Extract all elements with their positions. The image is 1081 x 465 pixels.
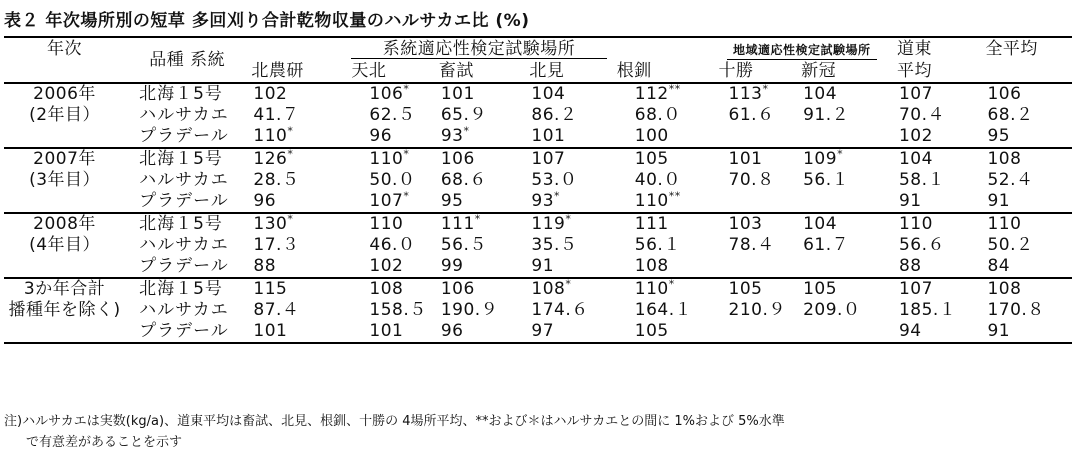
header-site: 新冠 bbox=[801, 61, 837, 81]
table-row bbox=[4, 278, 1072, 300]
value-cell bbox=[615, 126, 709, 148]
header-site: 畜試 bbox=[438, 61, 474, 81]
value-text: 109 bbox=[803, 149, 838, 169]
cultivar-cell: 北海１5号 bbox=[139, 84, 223, 104]
value-text: 68.６ bbox=[440, 170, 487, 190]
value-cell bbox=[799, 126, 895, 148]
value-text: 105 bbox=[634, 321, 669, 341]
table-row bbox=[4, 170, 1072, 191]
value-text: 113 bbox=[728, 84, 763, 104]
value-text: 174.６ bbox=[531, 300, 589, 320]
value-cell bbox=[709, 170, 800, 191]
header-site: 十勝 bbox=[718, 61, 754, 81]
value-text: 108 bbox=[634, 256, 669, 276]
table-row bbox=[4, 321, 1072, 343]
value-text: 209.０ bbox=[803, 300, 861, 320]
value-cell bbox=[799, 148, 895, 170]
value-cell bbox=[615, 235, 709, 256]
value-text: 111 bbox=[440, 214, 475, 234]
value-cell bbox=[249, 83, 349, 105]
cultivar-cell: プラデール bbox=[139, 256, 229, 276]
year-block bbox=[4, 213, 1072, 278]
value-cell bbox=[709, 256, 800, 278]
value-cell bbox=[983, 300, 1072, 321]
significance-mark: * bbox=[668, 277, 675, 291]
header-doto-avg-1: 道東 bbox=[896, 39, 932, 59]
value-cell bbox=[249, 278, 349, 300]
value-text: 17.３ bbox=[253, 235, 300, 255]
value-cell bbox=[895, 256, 983, 278]
value-cell bbox=[249, 321, 349, 343]
table-row bbox=[4, 83, 1072, 105]
significance-mark: * bbox=[837, 147, 844, 161]
value-text: 93 bbox=[531, 191, 555, 211]
value-cell bbox=[615, 213, 709, 235]
value-text: 108 bbox=[987, 279, 1022, 299]
value-text: 95 bbox=[440, 191, 464, 211]
table-row bbox=[4, 256, 1072, 278]
value-cell bbox=[895, 126, 983, 148]
value-cell bbox=[349, 105, 436, 126]
year-block bbox=[4, 148, 1072, 213]
value-text: 102 bbox=[253, 84, 288, 104]
significance-mark: * bbox=[762, 82, 769, 96]
value-text: 101 bbox=[440, 84, 475, 104]
value-text: 52.４ bbox=[987, 170, 1034, 190]
value-cell bbox=[249, 170, 349, 191]
year-cell bbox=[4, 191, 125, 213]
value-text: 61.６ bbox=[728, 105, 775, 125]
value-text: 108 bbox=[369, 279, 404, 299]
value-cell bbox=[349, 213, 436, 235]
cultivar-cell: 北海１5号 bbox=[139, 149, 223, 169]
value-cell bbox=[527, 235, 614, 256]
value-text: 96 bbox=[369, 126, 393, 146]
cultivar-cell: ハルサカエ bbox=[139, 170, 229, 190]
value-cell bbox=[615, 105, 709, 126]
value-text: 158.５ bbox=[369, 300, 427, 320]
value-cell bbox=[615, 83, 709, 105]
value-cell bbox=[895, 191, 983, 213]
value-text: 96 bbox=[440, 321, 464, 341]
value-cell bbox=[437, 256, 528, 278]
value-cell bbox=[349, 170, 436, 191]
value-cell bbox=[983, 126, 1072, 148]
value-text: 102 bbox=[369, 256, 404, 276]
system-group-label: 系統適応性検定試験場所 bbox=[351, 40, 608, 59]
value-cell bbox=[799, 256, 895, 278]
significance-mark: * bbox=[287, 147, 294, 161]
value-text: 101 bbox=[531, 126, 566, 146]
value-text: 106 bbox=[369, 84, 404, 104]
significance-mark: * bbox=[403, 82, 410, 96]
cultivar-cell: プラデール bbox=[139, 126, 229, 146]
table-row bbox=[4, 148, 1072, 170]
value-cell bbox=[709, 321, 800, 343]
year-cell bbox=[4, 321, 125, 343]
value-text: 35.５ bbox=[531, 235, 578, 255]
value-text: 50.２ bbox=[987, 235, 1034, 255]
value-text: 56.６ bbox=[898, 235, 946, 255]
header-year-blank bbox=[4, 60, 125, 83]
value-cell bbox=[983, 321, 1072, 343]
value-text: 108 bbox=[531, 279, 566, 299]
value-text: 104 bbox=[531, 84, 566, 104]
header-system-group bbox=[249, 37, 708, 60]
value-cell bbox=[983, 148, 1072, 170]
value-text: 68.２ bbox=[987, 105, 1034, 125]
header-region-group bbox=[709, 37, 895, 60]
value-text: 53.０ bbox=[531, 170, 578, 190]
value-cell bbox=[709, 83, 800, 105]
value-cell bbox=[709, 300, 800, 321]
value-text: 62.５ bbox=[369, 105, 416, 125]
value-cell bbox=[983, 213, 1072, 235]
footnote-line-2: で有意差があることを示す bbox=[26, 435, 183, 450]
year-cell bbox=[4, 256, 125, 278]
value-text: 107 bbox=[531, 149, 566, 169]
value-cell bbox=[799, 170, 895, 191]
value-text: 40.０ bbox=[634, 170, 681, 190]
value-text: 101 bbox=[728, 149, 763, 169]
value-text: 104 bbox=[803, 214, 838, 234]
value-cell bbox=[349, 148, 436, 170]
value-cell bbox=[527, 213, 614, 235]
year-cell: (4年目） bbox=[29, 235, 101, 255]
value-cell bbox=[437, 83, 528, 105]
value-text: 91 bbox=[531, 256, 555, 276]
value-text: 105 bbox=[803, 279, 838, 299]
value-cell bbox=[527, 256, 614, 278]
value-cell bbox=[349, 191, 436, 213]
value-text: 105 bbox=[634, 149, 669, 169]
value-cell bbox=[799, 191, 895, 213]
table-row bbox=[4, 191, 1072, 213]
value-text: 104 bbox=[803, 84, 838, 104]
value-cell bbox=[895, 300, 983, 321]
value-cell bbox=[983, 191, 1072, 213]
value-text: 164.１ bbox=[634, 300, 693, 320]
value-text: 65.９ bbox=[440, 105, 487, 125]
value-cell bbox=[437, 126, 528, 148]
value-cell bbox=[799, 278, 895, 300]
value-cell bbox=[527, 278, 614, 300]
value-cell bbox=[249, 300, 349, 321]
value-text: 110 bbox=[634, 191, 669, 211]
table-row bbox=[4, 300, 1072, 321]
value-text: 46.０ bbox=[369, 235, 416, 255]
value-cell bbox=[895, 148, 983, 170]
value-text: 94 bbox=[898, 321, 922, 341]
value-cell bbox=[709, 105, 800, 126]
value-text: 91 bbox=[987, 321, 1011, 341]
value-text: 91 bbox=[898, 191, 922, 211]
value-cell bbox=[349, 256, 436, 278]
value-text: 115 bbox=[253, 279, 288, 299]
value-text: 101 bbox=[253, 321, 288, 341]
value-text: 87.４ bbox=[253, 300, 300, 320]
value-cell bbox=[895, 105, 983, 126]
value-text: 96 bbox=[253, 191, 277, 211]
header-row-1 bbox=[4, 37, 1072, 60]
value-text: 108 bbox=[987, 149, 1022, 169]
value-text: 100 bbox=[634, 126, 669, 146]
value-cell bbox=[249, 235, 349, 256]
significance-mark: * bbox=[287, 124, 294, 138]
value-cell bbox=[437, 235, 528, 256]
value-cell bbox=[349, 321, 436, 343]
table-title: 表２ 年次場所別の短草 多回刈り合計乾物収量のハルサカエ比 (%) bbox=[4, 11, 530, 31]
cultivar-cell: プラデール bbox=[139, 321, 229, 341]
value-cell bbox=[615, 170, 709, 191]
value-text: 88 bbox=[898, 256, 922, 276]
value-cell bbox=[437, 170, 528, 191]
value-text: 70.４ bbox=[898, 105, 946, 125]
cultivar-cell: ハルサカエ bbox=[139, 235, 229, 255]
value-text: 58.１ bbox=[898, 170, 946, 190]
value-cell bbox=[895, 83, 983, 105]
footnote bbox=[4, 411, 785, 453]
cultivar-cell: ハルサカエ bbox=[139, 105, 229, 125]
year-cell bbox=[4, 126, 125, 148]
value-cell bbox=[249, 213, 349, 235]
header-site: 北見 bbox=[529, 61, 565, 81]
value-cell bbox=[349, 278, 436, 300]
value-cell bbox=[895, 213, 983, 235]
header-site: 北農研 bbox=[251, 61, 304, 81]
value-text: 104 bbox=[898, 149, 933, 169]
cultivar-cell: プラデール bbox=[139, 191, 229, 211]
value-text: 107 bbox=[898, 279, 933, 299]
value-text: 102 bbox=[898, 126, 933, 146]
significance-mark: * bbox=[565, 277, 572, 291]
value-cell bbox=[983, 256, 1072, 278]
value-text: 101 bbox=[369, 321, 404, 341]
value-cell bbox=[983, 235, 1072, 256]
value-text: 185.１ bbox=[898, 300, 957, 320]
value-text: 78.４ bbox=[728, 235, 775, 255]
year-block bbox=[4, 83, 1072, 148]
value-cell bbox=[437, 191, 528, 213]
value-cell bbox=[799, 321, 895, 343]
value-cell bbox=[709, 191, 800, 213]
value-cell bbox=[437, 213, 528, 235]
value-text: 56.５ bbox=[440, 235, 487, 255]
value-cell bbox=[615, 278, 709, 300]
value-cell bbox=[709, 213, 800, 235]
value-text: 56.１ bbox=[634, 235, 681, 255]
value-cell bbox=[709, 126, 800, 148]
value-text: 106 bbox=[440, 149, 475, 169]
significance-mark: * bbox=[403, 147, 410, 161]
header-doto-avg-2: 平均 bbox=[896, 61, 932, 81]
value-cell bbox=[983, 105, 1072, 126]
value-text: 97 bbox=[531, 321, 555, 341]
value-cell bbox=[799, 213, 895, 235]
significance-mark: * bbox=[403, 189, 410, 203]
value-cell bbox=[527, 126, 614, 148]
value-text: 91 bbox=[987, 191, 1011, 211]
value-cell bbox=[527, 191, 614, 213]
value-text: 110 bbox=[369, 149, 404, 169]
value-cell bbox=[615, 256, 709, 278]
value-cell bbox=[983, 278, 1072, 300]
value-text: 210.９ bbox=[728, 300, 786, 320]
value-text: 91.２ bbox=[803, 105, 850, 125]
value-text: 110 bbox=[369, 214, 404, 234]
value-cell bbox=[527, 148, 614, 170]
value-cell bbox=[349, 126, 436, 148]
value-cell bbox=[437, 321, 528, 343]
value-cell bbox=[895, 278, 983, 300]
value-cell bbox=[615, 148, 709, 170]
table-row bbox=[4, 213, 1072, 235]
value-cell bbox=[895, 235, 983, 256]
value-cell bbox=[799, 235, 895, 256]
value-text: 88 bbox=[253, 256, 277, 276]
header-year: 年次 bbox=[47, 39, 83, 59]
year-cell: 3か年合計 bbox=[23, 279, 106, 299]
value-text: 84 bbox=[987, 256, 1011, 276]
value-cell bbox=[527, 300, 614, 321]
table-row bbox=[4, 235, 1072, 256]
value-text: 41.７ bbox=[253, 105, 300, 125]
footnote-line-1: 注)ハルサカエは実数(kg/a)、道東平均は畜試、北見、根釧、十勝の 4場所平均、**および＊はハルサカエとの間に 1%および 5%水準 bbox=[4, 414, 785, 429]
value-cell bbox=[437, 300, 528, 321]
value-text: 130 bbox=[253, 214, 288, 234]
value-cell bbox=[249, 126, 349, 148]
value-cell bbox=[615, 321, 709, 343]
value-cell bbox=[249, 105, 349, 126]
value-cell bbox=[895, 321, 983, 343]
cultivar-cell: ハルサカエ bbox=[139, 300, 229, 320]
yield-ratio-table bbox=[4, 36, 1072, 344]
value-cell bbox=[799, 300, 895, 321]
value-text: 99 bbox=[440, 256, 464, 276]
significance-mark: * bbox=[565, 212, 572, 226]
value-cell bbox=[349, 235, 436, 256]
value-cell bbox=[249, 148, 349, 170]
value-text: 110 bbox=[253, 126, 288, 146]
year-cell: (3年目） bbox=[29, 170, 101, 190]
value-text: 50.０ bbox=[369, 170, 416, 190]
value-cell bbox=[709, 148, 800, 170]
year-cell: 播種年を除く) bbox=[8, 300, 121, 320]
value-cell bbox=[437, 105, 528, 126]
year-cell: 2008年 bbox=[33, 214, 96, 234]
value-text: 112 bbox=[634, 84, 669, 104]
value-text: 70.８ bbox=[728, 170, 775, 190]
value-cell bbox=[615, 300, 709, 321]
header-all-avg: 全平均 bbox=[985, 39, 1038, 59]
year-block bbox=[4, 278, 1072, 343]
value-text: 107 bbox=[898, 84, 933, 104]
significance-mark: * bbox=[474, 212, 481, 226]
value-text: 105 bbox=[728, 279, 763, 299]
value-cell bbox=[709, 235, 800, 256]
value-cell bbox=[527, 83, 614, 105]
value-cell bbox=[437, 148, 528, 170]
cultivar-cell: 北海１5号 bbox=[139, 214, 223, 234]
value-text: 106 bbox=[987, 84, 1022, 104]
value-text: 68.０ bbox=[634, 105, 681, 125]
significance-mark: * bbox=[463, 124, 470, 138]
value-cell bbox=[349, 300, 436, 321]
significance-mark: ** bbox=[668, 189, 681, 203]
year-cell: 2006年 bbox=[33, 84, 96, 104]
value-cell bbox=[437, 278, 528, 300]
value-cell bbox=[615, 191, 709, 213]
value-text: 170.８ bbox=[987, 300, 1045, 320]
value-cell bbox=[709, 278, 800, 300]
value-text: 28.５ bbox=[253, 170, 300, 190]
value-cell bbox=[527, 321, 614, 343]
value-cell bbox=[249, 191, 349, 213]
value-text: 61.７ bbox=[803, 235, 850, 255]
region-group-label: 地域適応性検定試験場所 bbox=[727, 41, 877, 60]
value-cell bbox=[983, 83, 1072, 105]
value-text: 95 bbox=[987, 126, 1011, 146]
value-cell bbox=[799, 83, 895, 105]
value-text: 106 bbox=[440, 279, 475, 299]
value-cell bbox=[983, 170, 1072, 191]
value-cell bbox=[527, 170, 614, 191]
value-text: 93 bbox=[440, 126, 464, 146]
table-row bbox=[4, 105, 1072, 126]
value-text: 126 bbox=[253, 149, 288, 169]
significance-mark: * bbox=[287, 212, 294, 226]
year-cell: (2年目） bbox=[29, 105, 101, 125]
header-site: 天北 bbox=[351, 61, 387, 81]
cultivar-cell: 北海１5号 bbox=[139, 279, 223, 299]
header-site: 根釧 bbox=[616, 61, 652, 81]
value-cell bbox=[249, 256, 349, 278]
value-text: 110 bbox=[987, 214, 1022, 234]
value-text: 107 bbox=[369, 191, 404, 211]
value-text: 119 bbox=[531, 214, 566, 234]
value-text: 110 bbox=[634, 279, 669, 299]
value-text: 111 bbox=[634, 214, 669, 234]
table-row bbox=[4, 126, 1072, 148]
significance-mark: ** bbox=[668, 82, 681, 96]
value-text: 56.１ bbox=[803, 170, 850, 190]
value-cell bbox=[799, 105, 895, 126]
value-text: 103 bbox=[728, 214, 763, 234]
year-cell: 2007年 bbox=[33, 149, 96, 169]
value-cell bbox=[895, 170, 983, 191]
value-text: 110 bbox=[898, 214, 933, 234]
value-cell bbox=[527, 105, 614, 126]
significance-mark: * bbox=[554, 189, 561, 203]
header-cultivar: 品種 系統 bbox=[149, 50, 226, 70]
value-cell bbox=[349, 83, 436, 105]
value-text: 190.９ bbox=[440, 300, 499, 320]
value-text: 86.２ bbox=[531, 105, 578, 125]
